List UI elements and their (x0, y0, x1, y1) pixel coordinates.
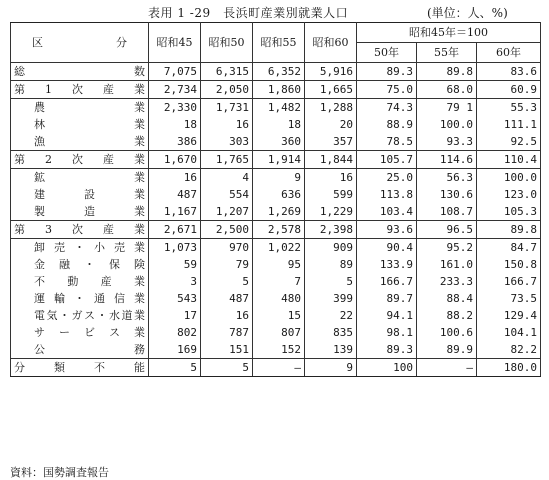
value-cell: 7,075 (149, 63, 201, 81)
value-cell: 5 (149, 359, 201, 377)
value-cell: 636 (253, 186, 305, 203)
index-cell: 96.5 (417, 221, 477, 239)
value-cell: 3 (149, 273, 201, 290)
value-cell: 2,500 (201, 221, 253, 239)
value-cell: 16 (305, 169, 357, 187)
row-label (11, 290, 149, 307)
row-label-text: サ ー ビ ス 業 (34, 326, 145, 339)
value-cell: 1,844 (305, 151, 357, 169)
index-cell: 150.8 (477, 256, 541, 273)
value-cell: 1,860 (253, 81, 305, 99)
index-cell: 111.1 (477, 116, 541, 133)
table-row (11, 63, 541, 81)
table-row (11, 133, 541, 151)
index-cell: 68.0 (417, 81, 477, 99)
value-cell: 59 (149, 256, 201, 273)
table-body (11, 63, 541, 377)
value-cell: 169 (149, 341, 201, 359)
row-label-text: 第 3 次 産 業 (14, 223, 145, 236)
value-cell: 1,073 (149, 239, 201, 257)
row-label (11, 307, 149, 324)
row-label (11, 203, 149, 221)
row-label-text: 製 造 業 (34, 205, 145, 218)
unit-note: (単位：人、%) (427, 6, 508, 20)
value-cell: 599 (305, 186, 357, 203)
table-row (11, 273, 541, 290)
value-cell: 89 (305, 256, 357, 273)
index-cell: 78.5 (357, 133, 417, 151)
row-label (11, 133, 149, 151)
value-cell: 2,578 (253, 221, 305, 239)
value-cell: 79 (201, 256, 253, 273)
index-cell: 89.7 (357, 290, 417, 307)
value-cell: 554 (201, 186, 253, 203)
index-cell: 92.5 (477, 133, 541, 151)
index-cell: 79 1 (417, 99, 477, 117)
row-label-text: 電 気 ・ ガ ス ・ 水 道 業 (34, 309, 145, 322)
index-cell: 73.5 (477, 290, 541, 307)
value-cell: 835 (305, 324, 357, 341)
index-cell: 25.0 (357, 169, 417, 187)
index-cell: 100.0 (477, 169, 541, 187)
table-row (11, 290, 541, 307)
value-cell: 1,229 (305, 203, 357, 221)
index-cell: 100.6 (417, 324, 477, 341)
index-cell: 105.3 (477, 203, 541, 221)
value-cell: 16 (149, 169, 201, 187)
index-cell: 93.3 (417, 133, 477, 151)
value-cell: 151 (201, 341, 253, 359)
value-cell: 1,765 (201, 151, 253, 169)
index-cell: 94.1 (357, 307, 417, 324)
index-cell: 93.6 (357, 221, 417, 239)
row-label-text: 第 1 次 産 業 (14, 83, 145, 96)
row-label-text: 不 動 産 業 (34, 275, 145, 288)
table-row (11, 359, 541, 377)
source-note: 資料：国勢調査報告 (10, 466, 109, 479)
value-cell: 399 (305, 290, 357, 307)
index-cell: 104.1 (477, 324, 541, 341)
table-row (11, 81, 541, 99)
row-label (11, 151, 149, 169)
index-cell: 129.4 (477, 307, 541, 324)
value-cell: 16 (201, 307, 253, 324)
row-label (11, 239, 149, 257)
index-cell: 123.0 (477, 186, 541, 203)
value-cell: 807 (253, 324, 305, 341)
index-cell: 83.6 (477, 63, 541, 81)
value-cell: 357 (305, 133, 357, 151)
index-cell: ― (417, 359, 477, 377)
table-row (11, 203, 541, 221)
index-cell: 89.9 (417, 341, 477, 359)
value-cell: 1,022 (253, 239, 305, 257)
row-label-text: 建 設 業 (34, 188, 145, 201)
value-cell: 303 (201, 133, 253, 151)
row-label (11, 116, 149, 133)
value-cell: 360 (253, 133, 305, 151)
index-cell: 74.3 (357, 99, 417, 117)
row-label-text: 総 数 (14, 65, 145, 78)
value-cell: 1,731 (201, 99, 253, 117)
index-cell: 75.0 (357, 81, 417, 99)
value-cell: 20 (305, 116, 357, 133)
value-cell: 1,207 (201, 203, 253, 221)
value-cell: 18 (253, 116, 305, 133)
value-cell: 1,482 (253, 99, 305, 117)
row-label-text: 漁 業 (34, 135, 145, 148)
row-label (11, 169, 149, 187)
employment-table (10, 22, 541, 377)
row-label (11, 324, 149, 341)
value-cell: 2,050 (201, 81, 253, 99)
table-row (11, 341, 541, 359)
row-label-text: 第 2 次 産 業 (14, 153, 145, 166)
value-cell: 1,269 (253, 203, 305, 221)
index-cell: 89.3 (357, 63, 417, 81)
value-cell: 9 (253, 169, 305, 187)
row-label-text: 金 融 ・ 保 険 (34, 258, 145, 271)
index-cell: 233.3 (417, 273, 477, 290)
value-cell: 4 (201, 169, 253, 187)
value-cell: 480 (253, 290, 305, 307)
index-cell: 113.8 (357, 186, 417, 203)
value-cell: ― (253, 359, 305, 377)
index-cell: 95.2 (417, 239, 477, 257)
year-header: 昭和50 (201, 23, 253, 63)
value-cell: 487 (201, 290, 253, 307)
index-cell: 100 (357, 359, 417, 377)
value-cell: 7 (253, 273, 305, 290)
value-cell: 970 (201, 239, 253, 257)
row-label (11, 81, 149, 99)
value-cell: 5 (201, 273, 253, 290)
value-cell: 5,916 (305, 63, 357, 81)
table-row (11, 239, 541, 257)
year-header: 昭和45 (149, 23, 201, 63)
value-cell: 6,352 (253, 63, 305, 81)
index-cell: 88.4 (417, 290, 477, 307)
table-row (11, 256, 541, 273)
index-cell: 110.4 (477, 151, 541, 169)
value-cell: 22 (305, 307, 357, 324)
row-label-text: 運 輸 ・ 通 信 業 (34, 292, 145, 305)
value-cell: 487 (149, 186, 201, 203)
value-cell: 1,167 (149, 203, 201, 221)
row-label-text: 農 業 (34, 101, 145, 114)
index-cell: 88.2 (417, 307, 477, 324)
row-label-text: 公 務 (34, 343, 145, 356)
table-row (11, 221, 541, 239)
value-cell: 909 (305, 239, 357, 257)
value-cell: 2,734 (149, 81, 201, 99)
header-row-1 (11, 23, 541, 43)
value-cell: 16 (201, 116, 253, 133)
value-cell: 2,330 (149, 99, 201, 117)
index-cell: 89.8 (417, 63, 477, 81)
value-cell: 2,398 (305, 221, 357, 239)
index-cell: 166.7 (357, 273, 417, 290)
index-cell: 108.7 (417, 203, 477, 221)
value-cell: 152 (253, 341, 305, 359)
index-cell: 89.8 (477, 221, 541, 239)
value-cell: 5 (305, 273, 357, 290)
value-cell: 1,665 (305, 81, 357, 99)
row-label (11, 359, 149, 377)
index-cell: 166.7 (477, 273, 541, 290)
value-cell: 5 (201, 359, 253, 377)
table-row (11, 307, 541, 324)
index-cell: 84.7 (477, 239, 541, 257)
index-cell: 89.3 (357, 341, 417, 359)
index-cell: 103.4 (357, 203, 417, 221)
row-label (11, 99, 149, 117)
value-cell: 802 (149, 324, 201, 341)
row-label-text: 鉱 業 (34, 171, 145, 184)
value-cell: 1,288 (305, 99, 357, 117)
value-cell: 9 (305, 359, 357, 377)
row-label (11, 186, 149, 203)
row-label (11, 221, 149, 239)
row-label (11, 273, 149, 290)
value-cell: 2,671 (149, 221, 201, 239)
table-row (11, 116, 541, 133)
value-cell: 1,914 (253, 151, 305, 169)
table-row (11, 169, 541, 187)
index-cell: 180.0 (477, 359, 541, 377)
value-cell: 95 (253, 256, 305, 273)
index-cell: 133.9 (357, 256, 417, 273)
index-cell: 100.0 (417, 116, 477, 133)
index-cell: 90.4 (357, 239, 417, 257)
index-cell: 60.9 (477, 81, 541, 99)
value-cell: 386 (149, 133, 201, 151)
year-header: 昭和60 (305, 23, 357, 63)
index-cell: 98.1 (357, 324, 417, 341)
value-cell: 139 (305, 341, 357, 359)
row-label (11, 63, 149, 81)
index-cell: 130.6 (417, 186, 477, 203)
table-row (11, 186, 541, 203)
value-cell: 17 (149, 307, 201, 324)
row-label-text: 分 類 不 能 (14, 361, 145, 374)
index-cell: 88.9 (357, 116, 417, 133)
index-cell: 161.0 (417, 256, 477, 273)
year-header: 昭和55 (253, 23, 305, 63)
row-label-text: 卸 売 ・ 小 売 業 (34, 241, 145, 254)
value-cell: 6,315 (201, 63, 253, 81)
row-label (11, 256, 149, 273)
index-cell: 55.3 (477, 99, 541, 117)
value-cell: 543 (149, 290, 201, 307)
row-label (11, 341, 149, 359)
index-year-header: 50年 (357, 43, 417, 63)
row-label-text: 林 業 (34, 118, 145, 131)
table-row (11, 324, 541, 341)
index-cell: 82.2 (477, 341, 541, 359)
value-cell: 787 (201, 324, 253, 341)
index-year-header: 60年 (477, 43, 541, 63)
table-title: 表用 1 -29 長浜町産業別就業人口 (148, 6, 349, 20)
table-row (11, 151, 541, 169)
value-cell: 18 (149, 116, 201, 133)
value-cell: 15 (253, 307, 305, 324)
index-year-header: 55年 (417, 43, 477, 63)
index-cell: 105.7 (357, 151, 417, 169)
index-header: 昭和45年＝100 (357, 23, 541, 43)
value-cell: 1,670 (149, 151, 201, 169)
index-cell: 56.3 (417, 169, 477, 187)
table-row (11, 99, 541, 117)
index-cell: 114.6 (417, 151, 477, 169)
kubun-header: 区 分 (11, 23, 149, 63)
